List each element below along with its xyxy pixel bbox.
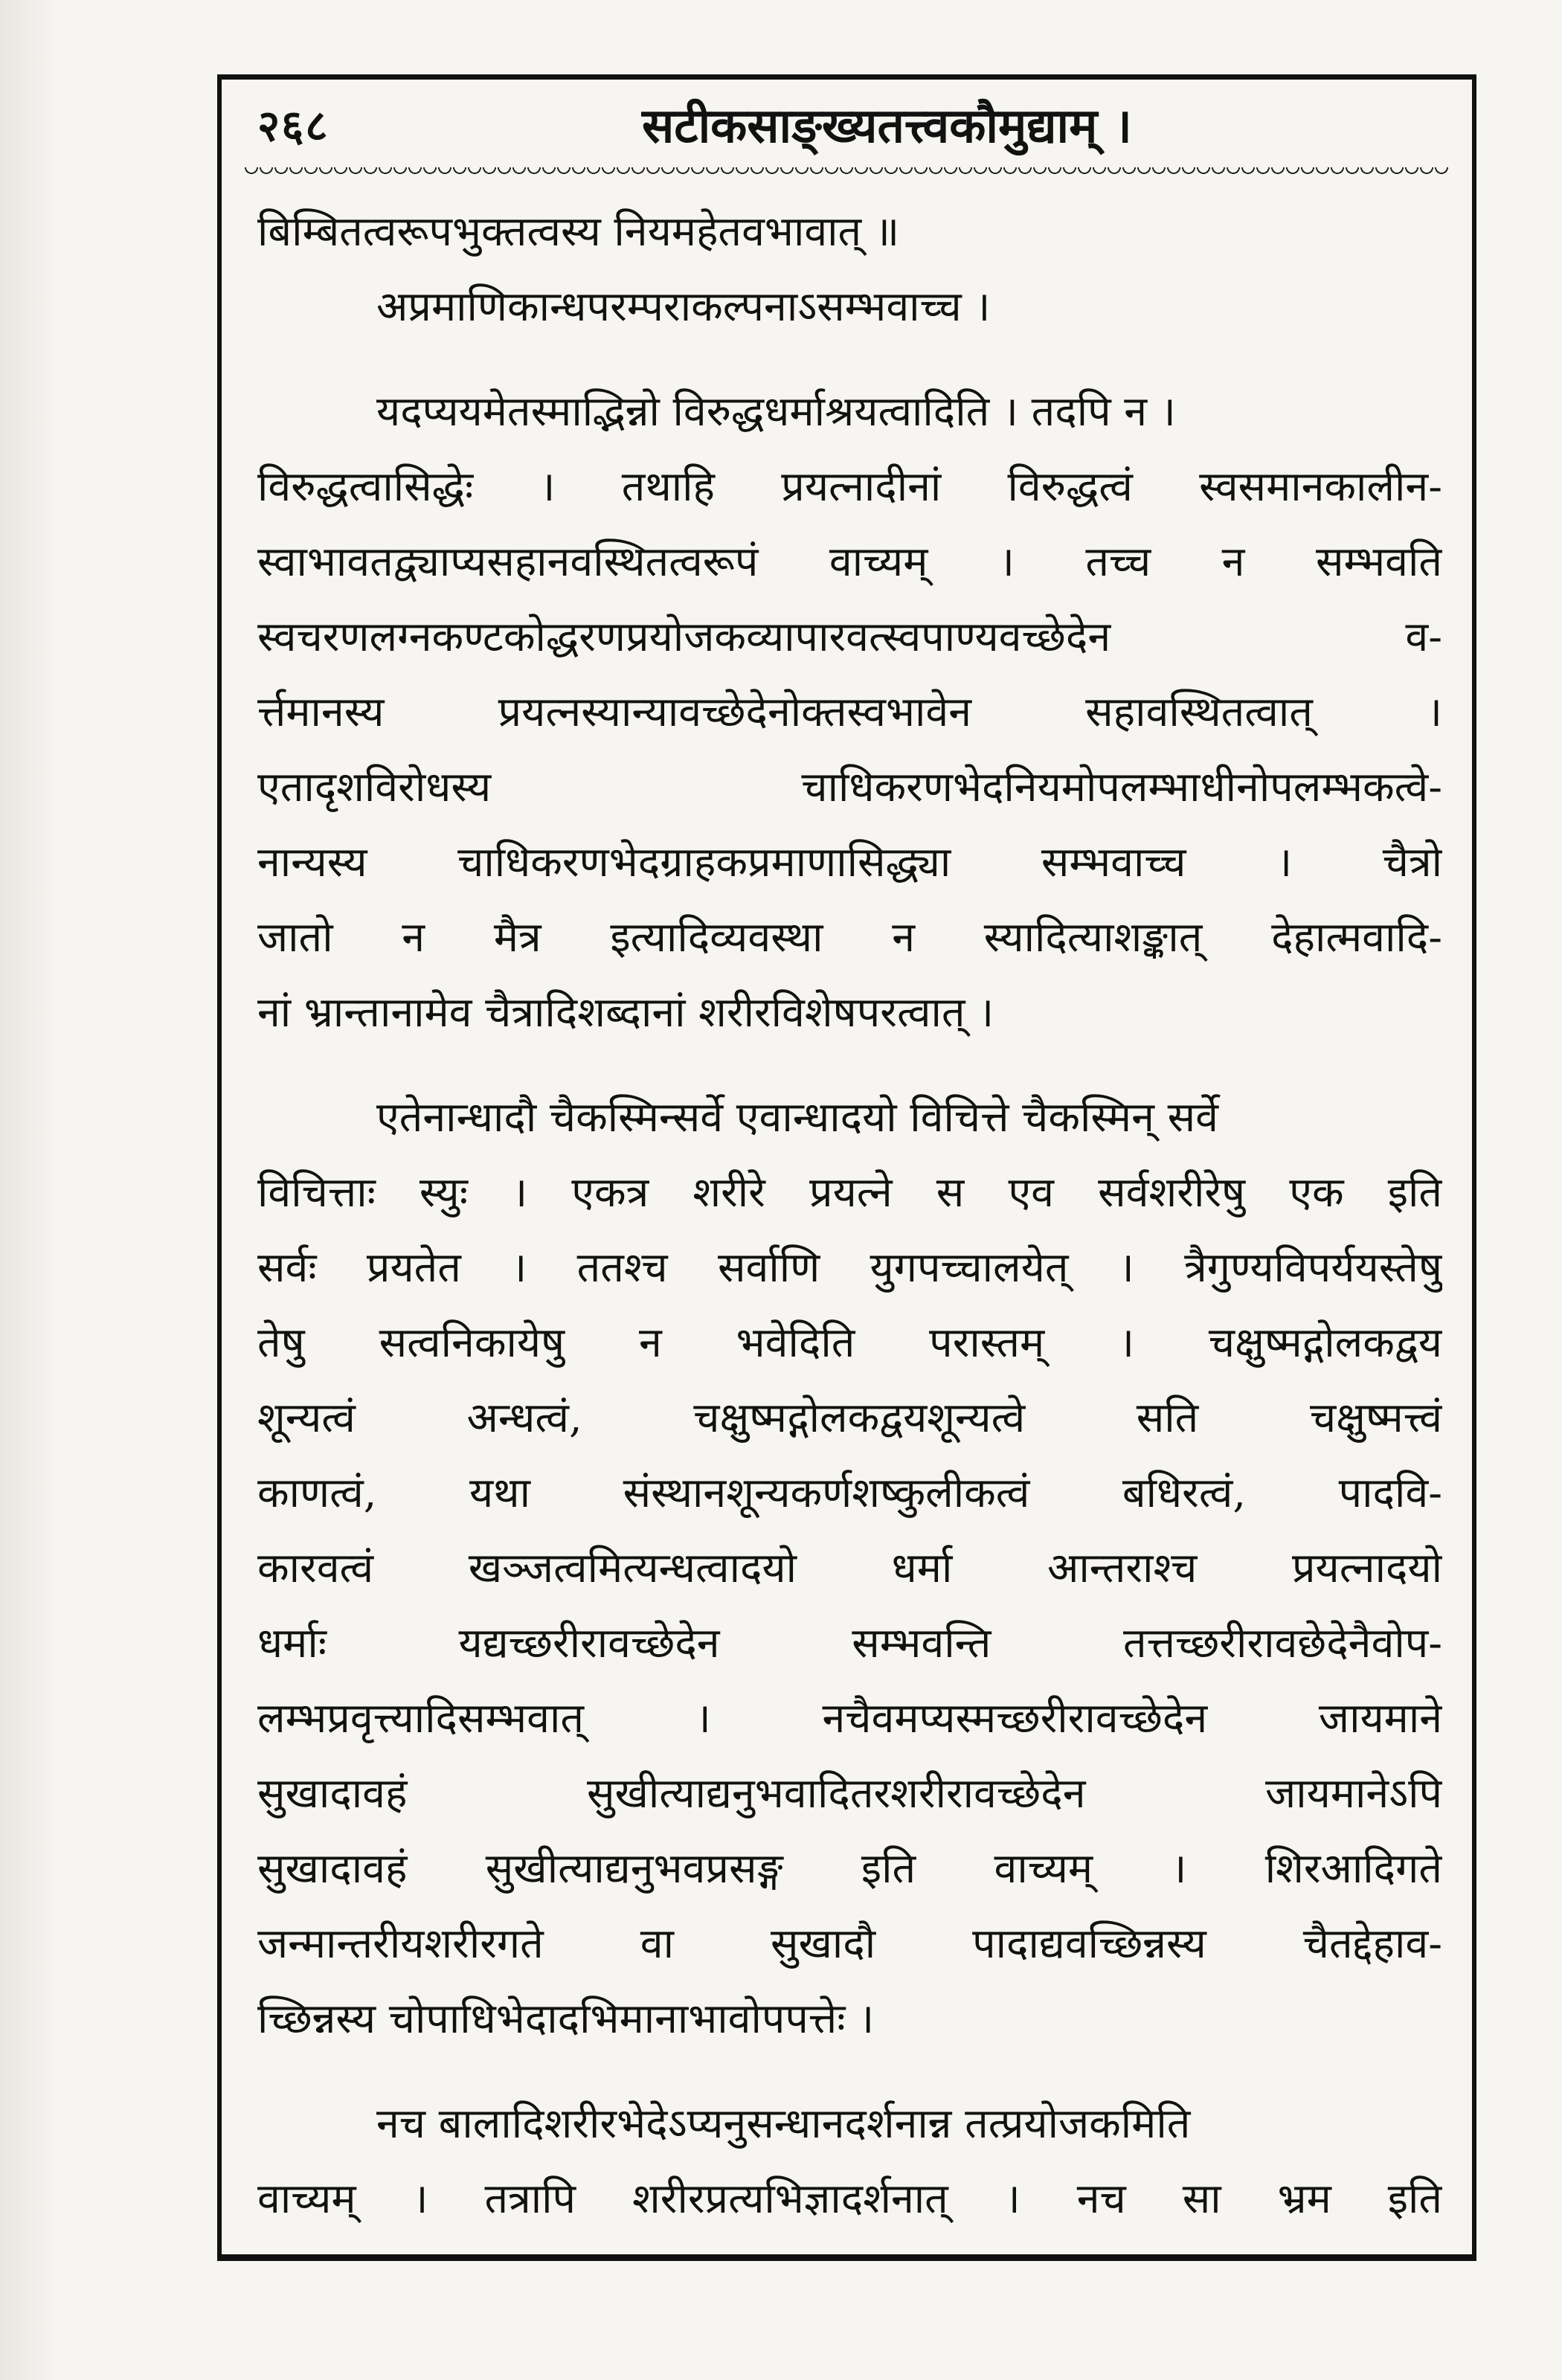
text-line: स्वाभावतद्व्याप्यसहानवस्थितत्वरूपं वाच्यम् । तच्च न सम्भवति — [257, 538, 1442, 586]
paragraph-3 — [257, 1080, 1442, 2056]
paragraph-1 — [257, 194, 1442, 344]
text-line: बिम्बितत्वरूपभुक्तत्वस्य नियमहेतवभावात् ॥ — [257, 208, 900, 256]
paragraph-4 — [257, 2086, 1442, 2236]
binding-edge — [0, 0, 52, 2380]
text-line: स्वचरणलग्नकण्टकोद्धरणप्रयोजकव्यापारवत्स्वपाण्यवच्छेदेन व- — [257, 613, 1442, 661]
text-line: नां भ्रान्तानामेव चैत्रादिशब्दानां शरीरविशेषपरत्वात् । — [257, 988, 994, 1037]
text-line: काणत्वं, यथा संस्थानशून्यकर्णशष्कुलीकत्वं बधिरत्वं, पादवि- — [257, 1469, 1442, 1517]
page-frame — [217, 74, 1476, 2261]
page-number: २६८ — [257, 100, 330, 151]
text-line: वाच्यम् । तत्रापि शरीरप्रत्यभिज्ञादर्शनात् । नच सा भ्रम इति — [257, 2175, 1442, 2223]
text-line: सर्वः प्रयतेत । ततश्च सर्वाणि युगपच्चालयेत् । त्रैगुण्यविपर्ययस्तेषु — [257, 1244, 1442, 1292]
text-line: जन्मान्तरीयशरीरगते वा सुखादौ पादाद्यवच्छिन्नस्य चैतद्देहाव- — [257, 1920, 1442, 1968]
text-line: नच बालादिशरीरभेदेऽप्यनुसन्धानदर्शनान्न तत्प्रयोजकमिति — [376, 2100, 1191, 2148]
text-line: र्त्तमानस्य प्रयत्नस्यान्यावच्छेदेनोक्तस्वभावेन सहावस्थितत्वात् । — [257, 688, 1442, 736]
page-header — [257, 80, 1442, 167]
text-line: तेषु सत्वनिकायेषु न भवेदिति परास्तम् । चक्षुष्मद्गोलकद्वय — [257, 1319, 1442, 1367]
text-line: च्छिन्नस्य चोपाधिभेदादभिमानाभावोपपत्तेः । — [257, 1995, 875, 2043]
text-line: विरुद्धत्वासिद्धेः । तथाहि प्रयत्नादीनां विरुद्धत्वं स्वसमानकालीन- — [257, 463, 1442, 511]
paragraph-2 — [257, 374, 1442, 1050]
text-line: कारवत्वं खञ्जत्वमित्यन्धत्वादयो धर्मा आन्तराश्च प्रयत्नादयो — [257, 1544, 1442, 1592]
text-line: लम्भप्रवृत्त्यादिसम्भवात् । नचैवमप्यस्मच्छरीरावच्छेदेन जायमाने — [257, 1694, 1442, 1743]
header-wavy-rule — [244, 167, 1450, 181]
body-text — [257, 194, 1442, 2236]
text-line: धर्माः यद्यच्छरीरावच्छेदेन सम्भवन्ति तत्तच्छरीरावछेदेनैवोप- — [257, 1619, 1442, 1667]
text-line: सुखादावहं सुखीत्याद्यनुभवप्रसङ्ग इति वाच्यम् । शिरआदिगते — [257, 1844, 1442, 1893]
text-line: शून्यत्वं अन्धत्वं, चक्षुष्मद्गोलकद्वयशून्यत्वे सति चक्षुष्मत्त्वं — [257, 1394, 1442, 1442]
text-line: जातो न मैत्र इत्यादिव्यवस्था न स्यादित्याशङ्कात् देहात्मवादि- — [257, 913, 1442, 962]
text-line: नान्यस्य चाधिकरणभेदग्राहकप्रमाणासिद्ध्या सम्भवाच्च । चैत्रो — [257, 838, 1442, 887]
text-line: अप्रमाणिकान्धपरम्पराकल्पनाऽसम्भवाच्च । — [376, 283, 991, 331]
text-line: सुखादावहं सुखीत्याद्यनुभवादितरशरीरावच्छेदेन जायमानेऽपि — [257, 1769, 1442, 1818]
text-line: एतादृशविरोधस्य चाधिकरणभेदनियमोपलम्भाधीनोपलम्भकत्वे- — [257, 763, 1442, 811]
text-line: विचित्ताः स्युः । एकत्र शरीरे प्रयत्ने स एव सर्वशरीरेषु एक इति — [257, 1168, 1442, 1217]
running-title: सटीकसाङ्ख्यतत्त्वकौमुद्याम् । — [642, 98, 1132, 154]
text-line: यदप्ययमेतस्माद्भिन्नो विरुद्धधर्माश्रयत्वादिति । तदपि न । — [376, 387, 1176, 436]
text-line: एतेनान्धादौ चैकस्मिन्सर्वे एवान्धादयो विचित्ते चैकस्मिन् सर्वे — [376, 1093, 1218, 1142]
